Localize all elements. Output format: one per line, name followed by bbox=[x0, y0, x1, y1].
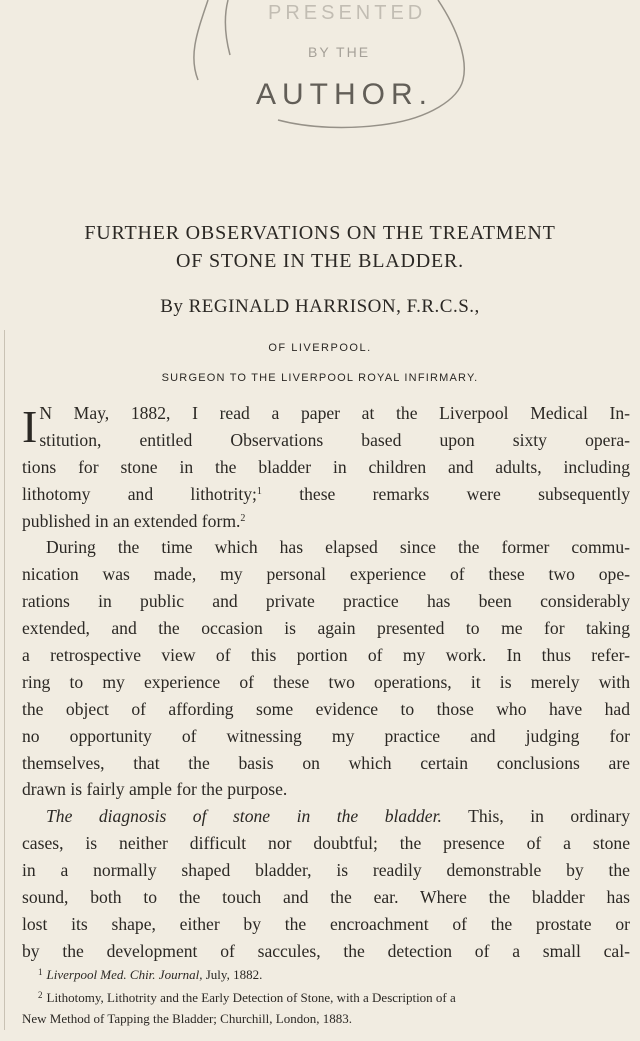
stamp-line-author: AUTHOR. bbox=[256, 78, 433, 111]
page-edge bbox=[4, 330, 5, 1030]
body-line: lost its shape, either by the encroachment of the prostate or bbox=[22, 913, 630, 934]
body-line: cases, is neither difficult nor doubtful; the presence of a stone bbox=[22, 833, 630, 854]
body-line: extended, and the occasion is again presented to me for taking bbox=[22, 618, 630, 639]
body-line: ring to my experience of these two operations, it is merely with bbox=[22, 671, 630, 692]
body-line: the object of affording some evidence to those who have had bbox=[22, 698, 630, 719]
body-line: tions for stone in the bladder in children and adults, including bbox=[22, 456, 630, 477]
stamp-line-by-the: BY THE bbox=[308, 44, 371, 60]
body-line: stitution, entitled Observations based upon sixty opera- bbox=[39, 429, 630, 450]
stamp-line-presented: PRESENTED bbox=[268, 2, 427, 24]
author-byline: By REGINALD HARRISON, F.R.C.S., bbox=[160, 296, 480, 317]
body-text: lithotomy and lithotrity; bbox=[22, 483, 257, 504]
author-position: SURGEON TO THE LIVERPOOL ROYAL INFIRMARY. bbox=[161, 372, 479, 384]
presented-by-author-stamp bbox=[168, 0, 488, 135]
body-line: N May, 1882, I read a paper at the Liverpool Medical In- bbox=[39, 403, 630, 423]
article-title-line-1: FURTHER OBSERVATIONS ON THE TREATMENT bbox=[84, 222, 556, 244]
body-text: published in an extended form. bbox=[22, 510, 241, 531]
body-line bbox=[22, 803, 630, 830]
body-line: by the development of saccules, the detection of a small cal- bbox=[22, 940, 630, 961]
body-text: these remarks were subsequently bbox=[299, 483, 630, 504]
article-body bbox=[22, 400, 630, 965]
body-line bbox=[22, 481, 630, 508]
footnote-ref: 2 bbox=[240, 512, 246, 524]
footnote-2-continued: New Method of Tapping the Bladder; Churchill, London, 1883. bbox=[22, 1011, 352, 1026]
body-line: rations in public and private practice has been considerably bbox=[22, 591, 630, 612]
body-line: sound, both to the touch and the ear. Where the bladder has bbox=[22, 887, 630, 908]
footnote-number: 2 bbox=[38, 990, 43, 1000]
article-title-line-2: OF STONE IN THE BLADDER. bbox=[176, 250, 464, 272]
footnote-ref: 1 bbox=[256, 485, 262, 497]
body-line bbox=[22, 508, 630, 535]
body-line: in a normally shaped bladder, is readily demonstrable by the bbox=[22, 860, 630, 881]
section-heading-italic: The diagnosis of stone in the bladder. bbox=[46, 806, 442, 827]
footnote-text: July, 1882. bbox=[205, 967, 263, 982]
body-line: During the time which has elapsed since the former commu- bbox=[46, 537, 630, 558]
body-line: no opportunity of witnessing my practice and judging for bbox=[22, 725, 630, 746]
body-line: drawn is fairly ample for the purpose. bbox=[22, 779, 288, 800]
footnote-2 bbox=[22, 985, 630, 1008]
footnotes bbox=[22, 962, 630, 1029]
body-line: a retrospective view of this portion of my work. In thus refer- bbox=[22, 645, 630, 666]
body-line: themselves, that the basis on which certain conclusions are bbox=[22, 752, 630, 773]
footnote-journal: Liverpool Med. Chir. Journal, bbox=[46, 967, 203, 982]
footnote-1 bbox=[22, 962, 630, 985]
footnote-text: Lithotomy, Lithotrity and the Early Detection of Stone, with a Description of a bbox=[46, 990, 456, 1005]
author-place: OF LIVERPOOL. bbox=[268, 342, 372, 354]
drop-cap: I bbox=[22, 401, 38, 452]
body-text: This, in ordinary bbox=[468, 806, 630, 827]
body-line: nication was made, my personal experience of these two ope- bbox=[22, 564, 630, 585]
footnote-number: 1 bbox=[38, 967, 43, 977]
